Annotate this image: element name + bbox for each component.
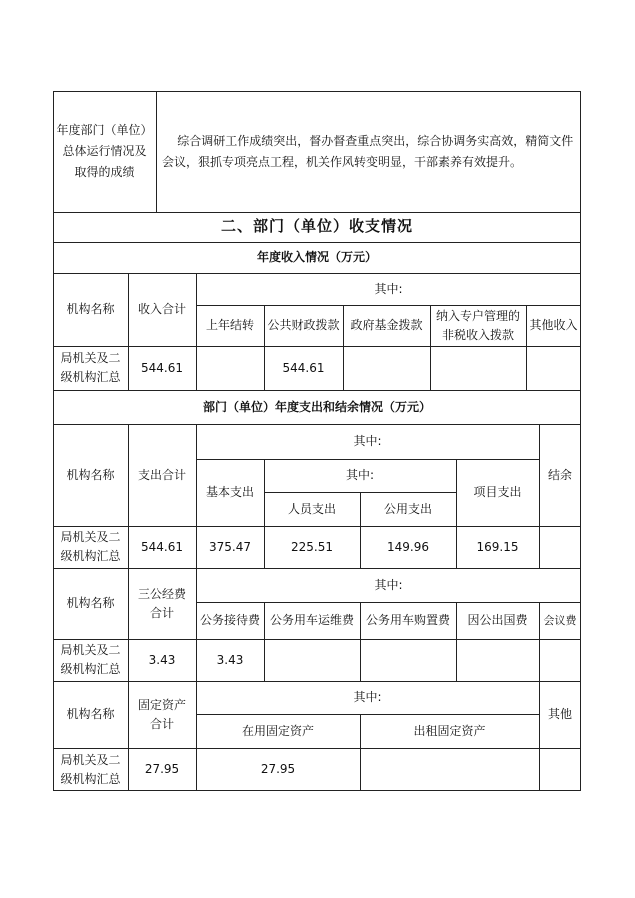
assets-other: 其他	[547, 707, 572, 722]
expense-row-balance	[539, 526, 581, 568]
three-subcol: 公务接待费	[199, 613, 260, 628]
income-subcol: 其他收入	[529, 318, 578, 333]
expense-col-total: 支出合计	[137, 467, 186, 482]
expense-col-org: 机构名称	[66, 467, 115, 482]
three-col-total: 三公经费 合计	[137, 586, 186, 620]
expense-among2: 其中:	[345, 468, 375, 483]
income-cell	[430, 346, 526, 390]
three-cell	[539, 639, 581, 681]
assets-row-org: 局机关及二 级机构汇总	[60, 752, 121, 786]
income-subcol: 公共财政拨款	[267, 318, 340, 333]
three-cell: 3.43	[216, 652, 244, 667]
expense-project: 项目支出	[473, 485, 522, 500]
three-among: 其中:	[374, 577, 403, 592]
three-subcol: 公务用车购置费	[365, 613, 450, 628]
expense-basic: 基本支出	[205, 485, 254, 500]
expense-among: 其中:	[353, 434, 382, 449]
assets-col-org: 机构名称	[66, 707, 115, 722]
expense-row-basic: 375.47	[209, 539, 251, 554]
income-col-total: 收入合计	[137, 302, 186, 317]
three-col-org: 机构名称	[66, 596, 115, 611]
assets-rented: 出租固定资产	[413, 723, 486, 738]
income-subcol: 纳入专户管理的 非税收入拨款	[435, 308, 520, 342]
expense-row-public: 149.96	[387, 539, 429, 554]
income-title: 年度收入情况（万元）	[256, 250, 377, 265]
three-subcol: 因公出国费	[467, 613, 528, 628]
section2-title: 二、部门（单位）收支情况	[220, 217, 413, 236]
income-cell	[196, 346, 264, 390]
income-cell	[343, 346, 430, 390]
income-row-org: 局机关及二 级机构汇总	[60, 351, 121, 384]
assets-row-rented	[360, 748, 539, 791]
expense-row-org: 局机关及二 级机构汇总	[60, 530, 121, 563]
col-divider	[156, 91, 157, 212]
three-subcol: 公务用车运维费	[269, 613, 354, 628]
income-subcol: 上年结转	[205, 318, 254, 333]
expense-title: 部门（单位）年度支出和结余情况（万元）	[202, 399, 431, 414]
three-cell	[360, 639, 456, 681]
three-row-org: 局机关及二 级机构汇总	[60, 643, 121, 676]
income-col-org: 机构名称	[66, 302, 115, 317]
income-subcol: 政府基金拨款	[350, 318, 423, 333]
assets-among: 其中:	[353, 690, 382, 705]
three-subcol: 会议费	[543, 613, 577, 627]
assets-col-total: 固定资产 合计	[137, 697, 186, 731]
assets-inuse: 在用固定资产	[241, 723, 314, 738]
assets-row-total: 27.95	[144, 762, 180, 777]
three-cell	[264, 639, 360, 681]
income-cell	[526, 346, 581, 390]
section1-content: 综合调研工作成绩突出，督办督查重点突出，综合协调务实高效，精简文件会议，狠抓专项亮点工程，机关作风转变明显，干部素养有效提升。	[162, 134, 574, 169]
expense-row-total: 544.61	[141, 539, 183, 554]
assets-row-other	[539, 748, 581, 791]
expense-public: 公用支出	[383, 501, 432, 516]
expense-row-personnel: 225.51	[291, 539, 333, 554]
assets-row-inuse: 27.95	[260, 762, 296, 777]
expense-balance: 结余	[547, 467, 572, 482]
expense-personnel: 人员支出	[287, 501, 336, 516]
three-row-total: 3.43	[148, 652, 176, 667]
section1-label: 年度部门（单位） 总体运行情况及 取得的成绩	[56, 123, 153, 179]
three-cell	[456, 639, 539, 681]
income-cell: 544.61	[282, 360, 325, 375]
expense-row-project: 169.15	[476, 539, 519, 554]
income-row-total: 544.61	[141, 360, 183, 375]
income-among: 其中:	[374, 281, 403, 296]
